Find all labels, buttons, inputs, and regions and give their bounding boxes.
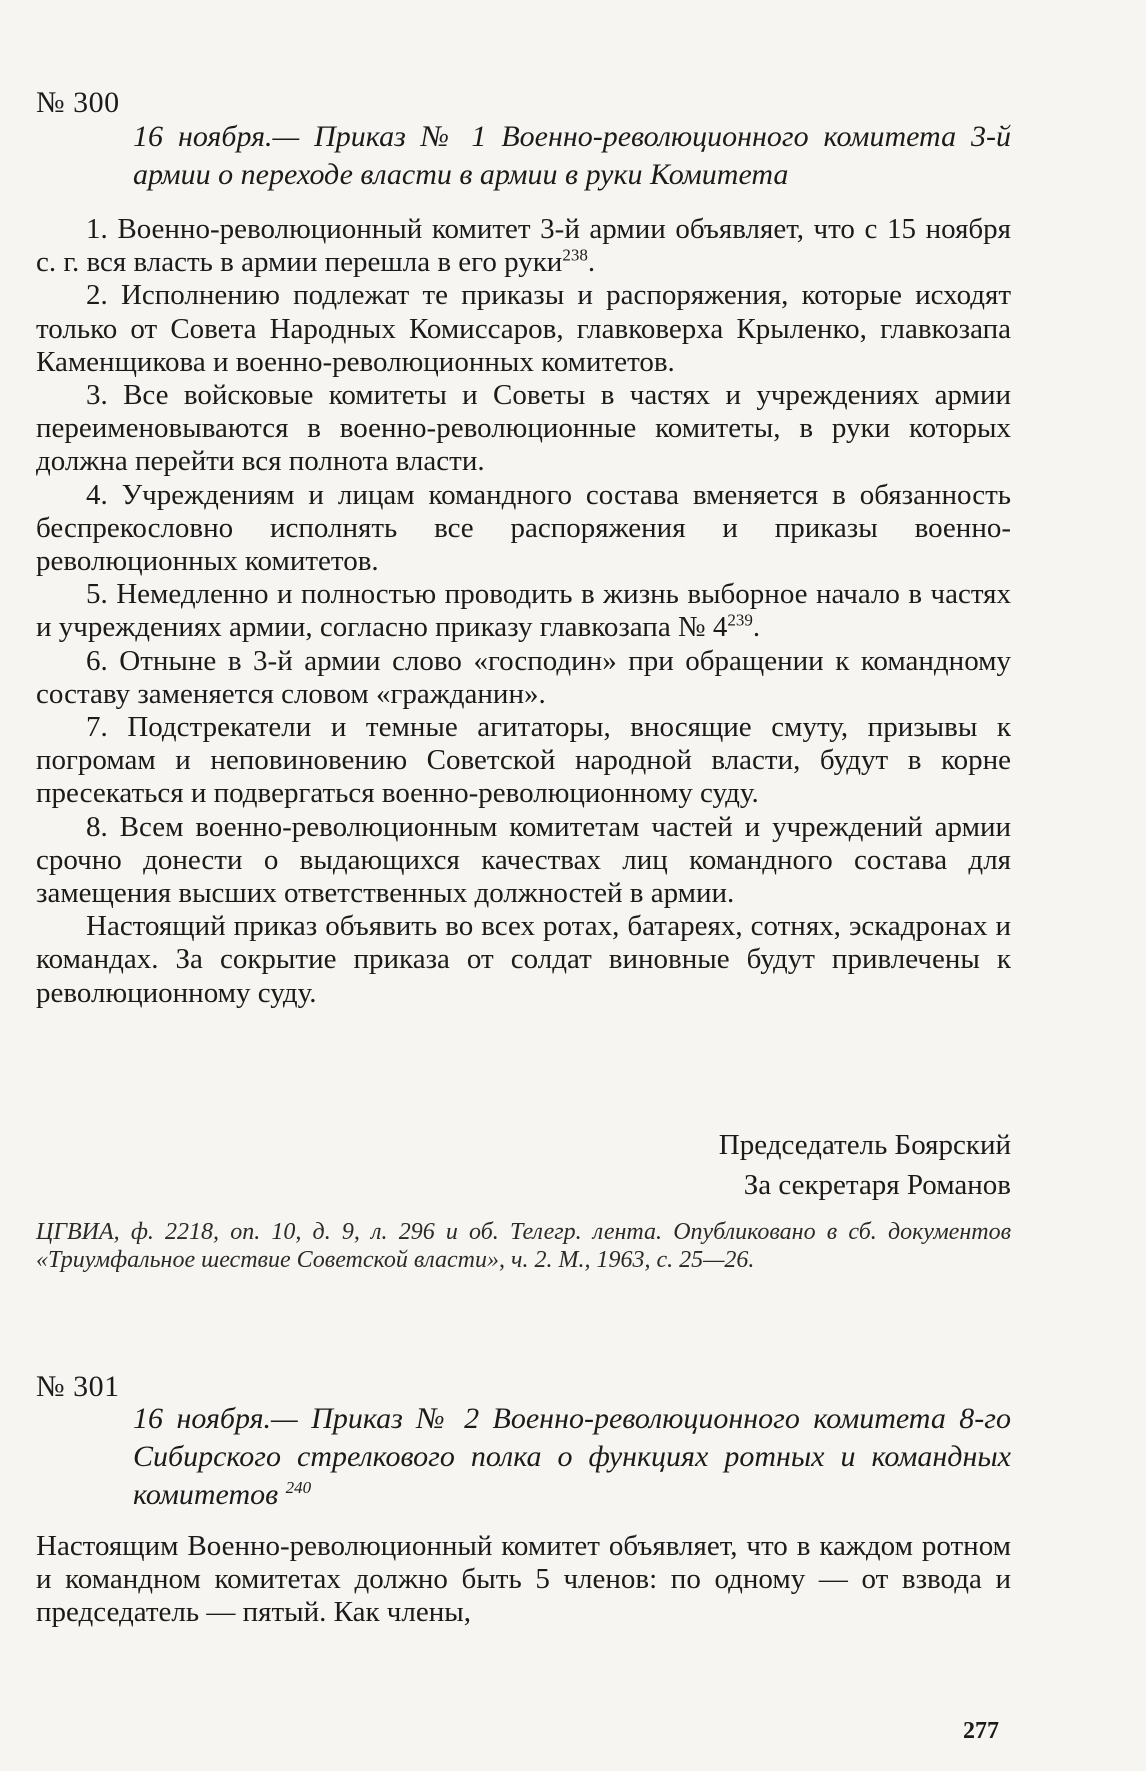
doc-301-body — [36, 1530, 1011, 1630]
doc-300-paragraph-6: 6. Отныне в 3-й армии слово «господин» при обращении к командному составу заменяется словом «гражданин». — [36, 644, 1011, 710]
doc-301-number: № 301 — [36, 1370, 120, 1403]
doc-300-paragraph-5: 5. Немедленно и полностью проводить в жизнь выборное начало в частях и учреждениях армии, согласно приказу главкозапа № $4^{239}$. — [36, 578, 1011, 644]
page-number: 277 — [963, 1718, 999, 1744]
signature-secretary: За секретаря Романов — [743, 1169, 1011, 1201]
doc-300-paragraph-8: 8. Всем военно-революционным комитетам частей и учреждений армии срочно донести о выдающихся качествах лиц командного состава для замещения высших ответственных должностей в армии. — [36, 810, 1011, 910]
doc-300-source: ЦГВИА, ф. 2218, оп. 10, д. 9, л. 296 и об. Телегр. лента. Опубликовано в сб. документов «Триумфальное шествие Советской власти», ч. 2. М., 1963, с. 25—26. — [36, 1219, 1011, 1273]
doc-300-heading: 16 ноября.— Приказ № 1 Военно-революционного комитета 3-й армии о переходе власти в армии в руки Комитета — [133, 120, 1011, 191]
doc-300-body — [36, 213, 1011, 1010]
doc-301-heading: 16 ноября.— Приказ № 2 Военно-революционного комитета 8-го Сибирского стрелкового полка о функциях ротных и командных комитетов $^{240}$ — [133, 1402, 1011, 1511]
footnote-ref-238: 238 — [562, 245, 588, 265]
doc-300-signatures — [719, 1125, 1011, 1205]
doc-300-paragraph-closing: Настоящий приказ объявить во всех ротах, батареях, сотнях, эскадронах и командах. За сокрытие приказа от солдат виновные будут привлечены к революционному суду. — [36, 910, 1011, 1009]
doc-300-paragraph-7: 7. Подстрекатели и темные агитаторы, вносящие смуту, призывы к погромам и неповиновению Советской народной власти, будут в корне пресекаться и подвергаться военно-революционному суду. — [36, 711, 1011, 810]
doc-300-number: № 300 — [36, 86, 120, 119]
footnote-ref-240: 240 — [285, 1478, 312, 1497]
signature-chairman: Председатель Боярский — [718, 1129, 1011, 1161]
doc-301-paragraph-1: Настоящим Военно-революционный комитет объявляет, что в каждом ротном и командном комитетах должно быть 5 членов: по одному — от взвода и председатель — пятый. Как члены, — [36, 1530, 1011, 1629]
doc-300-paragraph-1: 1. Военно-революционный комитет 3-й армии объявляет, что с 15 ноября с. г. вся власть в армии перешла в его руки$^{238}$. — [36, 213, 1011, 279]
footnote-ref-239: 239 — [727, 610, 753, 630]
doc-300-paragraph-3: 3. Все войсковые комитеты и Советы в частях и учреждениях армии переименовываются в военно-революционные комитеты, в руки которых должна перейти вся полнота власти. — [36, 379, 1011, 478]
doc-300-paragraph-4: 4. Учреждениям и лицам командного состава вменяется в обязанность беспрекословно исполнять все распоряжения и приказы военно-революционных комитетов. — [36, 478, 1011, 578]
doc-300-paragraph-2: 2. Исполнению подлежат те приказы и распоряжения, которые исходят только от Совета Народных Комиссаров, главковерха Крыленко, главкозапа Каменщикова и военно-революционных комитетов. — [36, 279, 1011, 378]
